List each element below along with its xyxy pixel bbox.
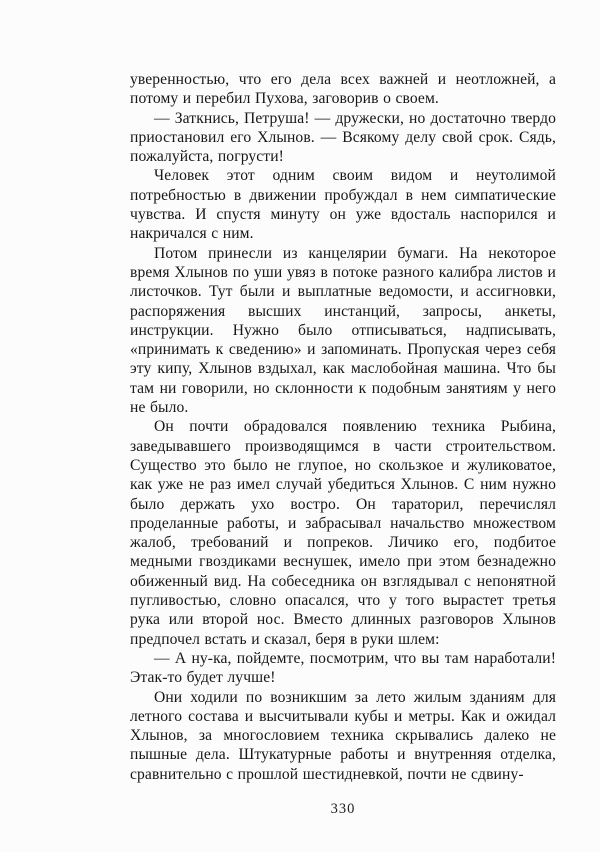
paragraph: Они ходили по возникшим за лето жилым зданиям для летного состава и высчитывали кубы и метры. Как и ожидал Хлынов, за многословием техника скрывались далеко не пышные дела. Штукатурные работы и внутренняя отделка, сравнительно с прошлой шестидневкой, почти не сдвину- bbox=[130, 688, 556, 783]
paragraph-dialogue: — А ну-ка, пойдемте, посмотрим, что вы там наработали! Этак-то будет лучше! bbox=[130, 649, 556, 687]
paragraph-dialogue: — Заткнись, Петруша! — дружески, но достаточно твердо приостановил его Хлынов. — Всякому делу свой срок. Сядь, пожалуйста, погрусти! bbox=[130, 109, 556, 166]
paragraph: Человек этот одним своим видом и неутолимой потребностью в движении пробуждал в нем симпатические чувства. И спустя минуту он уже вдосталь наспорился и накричался с ним. bbox=[130, 167, 556, 243]
paragraph-continuation: уверенностью, что его дела всех важней и неотложней, а потому и перебил Пухова, заговорив о своем. bbox=[130, 71, 556, 108]
paragraph: Он почти обрадовался появлению техника Рыбина, заведывавшего производящимся в части строительством. Существо это было не глупое, но скользкое и жуликоватое, как уже не раз имел случай убедиться Хлынов. С ним нужно было держать ухо востро. Он тараторил, перечислял проделанные работы, и забрасывал начальство множеством жалоб, требований и попреков. Личико его, подбитое медными гвоздиками веснушек, имело при этом безнадежно обиженный вид. На собеседника он взглядывал с непонятной пугливостью, словно опасался, что у того вырастет третья рука или второй нос. Вместо длинных разговоров Хлынов предпочел встать и сказал, беря в руки шлем: bbox=[130, 418, 556, 648]
page-text bbox=[130, 70, 556, 784]
page-number: 330 bbox=[330, 801, 356, 817]
paragraph: Потом принесли из канцелярии бумаги. На некоторое время Хлынов по уши увяз в потоке разного калибра листов и листочков. Тут были и выплатные ведомости, и ассигновки, распоряжения высших инстанций, запросы, анкеты, инструкции. Нужно было отписываться, надписывать, «принимать к сведению» и запоминать. Пропуская через себя эту кипу, Хлынов вздыхал, как маслобойная машина. Что бы там ни говорили, но склонности к подобным занятиям у него не было. bbox=[130, 244, 556, 417]
